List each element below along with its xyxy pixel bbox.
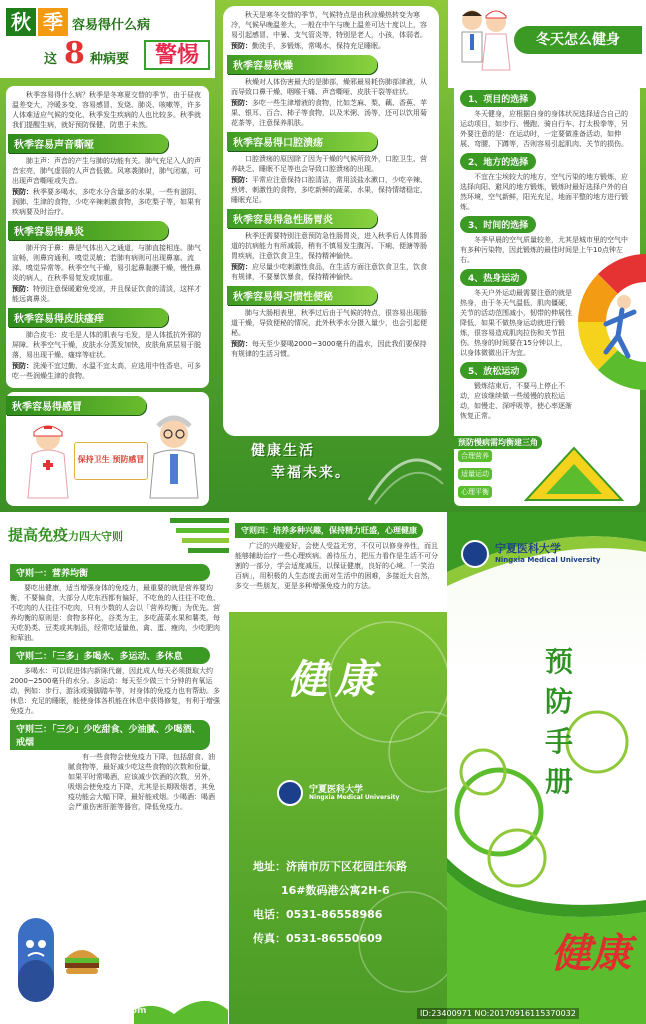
burger-icon [62, 942, 102, 976]
title-rest: 容易得什么病 [72, 18, 151, 33]
step-body: 不宜在尘埃较大的地方，空气污染的地方锻炼，应选择向阳、避风的地方锻炼，锻炼时最好选择户外的自然环境，空气新鲜，阳光充足，地面平整的地方进行锻炼。 [460, 173, 628, 211]
university-name-cn: 宁夏医科大学 [495, 542, 561, 555]
manual-title-char: 预 [544, 645, 573, 678]
section-prevent: 预防：多吃一些生津增液的食物，比如芝麻、梨、藕、香蕉、苹果、银耳、百合、柿子等食物，以及米粥、汤等，还可以饮用菊花茶等，注意保养肌肤。 [231, 99, 427, 127]
triangle-diagram-icon [514, 444, 634, 504]
manual-title-char: 手 [544, 725, 573, 758]
section-body: 秋燥对人体伤害最大的是肺部，燥邪最易耗伤肺部津液，从而导致口鼻干燥、咽喉干痛、声音嘶哑、皮肤干裂等症状。 [231, 78, 427, 96]
section-title: 秋季容易得皮肤瘙痒 [8, 308, 168, 327]
triangle-label-mental: 心理平衡 [458, 486, 492, 498]
contact-address: 地址：济南市历下区花园庄东路 [253, 860, 407, 873]
nurse-icon [20, 420, 76, 500]
section-title: 秋季容易得习惯性便秘 [227, 286, 377, 305]
section-body: 肺主声：声音的产生与肺的功能有关。肺气充足入人的声音宏亮，肺气虚弱的人声音低微。风寒袭肺时，肺气闭塞，可出现声音嘶哑或失音。 [12, 157, 201, 185]
contact-address-2: 16#数码港公寓2H-6 [281, 884, 390, 897]
autumn-content-card [6, 86, 209, 388]
autumn-title-block [0, 0, 215, 78]
immunity-title: 提高免疫力四大守则 [8, 526, 124, 544]
section-prevent: 预防：平常应注意保持口腔清洁，常用淡盐水漱口，少吃辛辣、煎烤、刺激性的食物，多吃新鲜的蔬菜、水果，保持情绪稳定，睡眠充足。 [231, 176, 427, 204]
grass-decoration-icon [134, 980, 228, 1024]
autumn-intro: 秋季容易得什么病？秋季是冬寒夏交替的季节，由于昼夜温差变大，冷暖多变，容易感冒、发烧、肺炎、咳嗽等，许多人体难适应气候的变化，秋季发生疾病的人也比较多。秋季就我们提醒生病，就好预防保健，防患于未然。 [12, 91, 201, 129]
contact-fax: 传真：0531-86550609 [253, 932, 383, 945]
university-name-en: Ningxia Medical University [495, 556, 601, 564]
guard-body: 有一些食物会使免疫力下降，包括甜食、油腻食物等，最好减少吃这些食物的次数和份量，如果平时常喝酒，应该减少饮酒的次数，另外，吸烟会使免疫力下降，尤其是长期吸烟者，其免疫功能会大幅下降，最好能戒烟。少喝酒：喝酒会严重伤害肝脏等器官，降低免疫力。 [68, 753, 215, 811]
stripes-decoration-icon [170, 512, 229, 564]
section-title: 秋季容易得感冒 [6, 396, 146, 415]
step-label: 1、项目的选择 [460, 90, 536, 107]
university-logo-icon [277, 780, 303, 806]
panel-contact [229, 512, 447, 1024]
triangle-title: 预防慢病需均衡建三角 [454, 436, 542, 449]
guard-four-body: 广泛的兴趣爱好，会使人受益无穷，不仅可以修身养性，而且能够辅助治疗一些心理疾病。善待压力，把压力看作是生活不可分割的一部分，学会适度减压，以保证健康，良好的心境。「一笑治百病」，用积极的人生态度去面对生活中的困难，多接近大自然，多交一些朋友，更是多种增强免疫力的方法。 [235, 542, 438, 590]
health-triangle [454, 430, 640, 506]
title-line2-post: 种病要 [90, 52, 130, 67]
pill-mascot-icon [6, 912, 66, 1012]
health-calligraphy-red: 健康 [551, 930, 631, 977]
section-title: 秋季容易秋燥 [227, 55, 377, 74]
color-wheel-icon [566, 252, 646, 392]
step-body: 冬季早晨的空气质量较差，尤其是城市里的空气中有多种污染物，因此锻炼的最佳时间是上午10点钟左右。 [460, 236, 628, 264]
watermark-url: www.nipic.com [70, 1006, 147, 1016]
step-body: 锻炼结束后，不要马上停止不动，应该继续做一些缓慢的放松运动，如慢走、深呼吸等，使心率逐渐恢复正常。 [460, 382, 572, 420]
manual-title-char: 册 [544, 765, 573, 798]
autumn-content-card-2 [223, 6, 439, 436]
slogan-happy-future: 幸福未来。 [271, 465, 351, 481]
section-prevent: 预防：秋季要多喝水，多吃水分含量多的水果，一些有滋阴、润肺、生津的食物，少吃辛辣刺激食物，多吃梨子等，如果有疾病要及时治疗。 [12, 188, 201, 216]
section-prevent: 预防：每天至少要喝2000~3000毫升的温水，因此我们要保持有规律的生活习惯。 [231, 340, 427, 358]
panel-autumn-diseases-2 [215, 0, 448, 512]
contact-green-panel [229, 612, 447, 1024]
hygiene-banner [74, 442, 148, 480]
step-label: 4、热身运动 [460, 269, 527, 286]
title-char-season: 季 [38, 8, 68, 36]
step-body: 冬天健身，应根据自身的身体状况选择适合自己的运动项目，如步行、慢跑、骑自行车、打太极拳等，另外要注意的是：在运动时，一定要做准备活动，如伸展、弯腰、下蹲等，否则容易引起肌肉、关节的损伤。 [460, 110, 628, 148]
triangle-label-exercise: 适量运动 [458, 468, 492, 480]
section-body: 肺合皮毛：皮毛是人体的肌表与毛发，是人体抵抗外邪的屏障。秋季空气干燥，皮肤水分蒸发加快，皮肤角质层易于脱落，易出现干燥、瘙痒等症状。 [12, 331, 201, 359]
section-title: 秋季容易得口腔溃疡 [227, 132, 377, 151]
image-id-line: ID:23400971 NO:20170916115370032 [417, 1008, 579, 1019]
section-body: 肺开窍于鼻：鼻是气体出入之通道，与肺直接相连。肺气宣畅，则鼻窍通利，嗅觉灵敏；若肺有病则可出现鼻塞、流涕、嗅觉异常等。秋季空气干燥，易引起鼻黏膜干燥，慢性鼻炎的病人，在秋季易复发或加重。 [12, 244, 201, 282]
guard-title: 守则三：「三少」少吃甜食、少油腻、少喝酒、戒烟 [10, 720, 210, 750]
panel-immunity [0, 512, 229, 1024]
winter-title: 冬天怎么健身 [514, 26, 642, 54]
title-warning-word: 警惕 [144, 40, 210, 70]
guard-body: 多喝水：可以促进体内新陈代谢，因此成人每天必须摄取大约2000~2500毫升的水分。多运动：每天至少做三十分钟的有氧运动，例如：步行、游泳或骑脚踏车等，对身体的免疫力也有帮助。多休息：充足的睡眠，能使身体各机能在休息中获得修复，有利于增强免疫力。 [10, 667, 220, 715]
university-name-en: Ningxia Medical University [309, 794, 400, 801]
triangle-label-nutrition: 合理营养 [458, 450, 492, 462]
guard-title: 守则一：营养均衡 [10, 564, 210, 581]
step-body: 冬天户外运动最需要注意的就是热身，由于冬天气温低，肌肉僵硬，关节的活动范围减小，韧带的伸展性降低，如果不做热身运动就进行锻炼，很容易造成肌肉拉伤和关节扭伤。热身的时间要在15分钟以上，以身体微微出汗为宜。 [460, 289, 572, 357]
title-char-autumn: 秋 [6, 8, 36, 36]
section-prevent: 预防：特别注意保暖避免受凉，并且保证饮食的清淡，这样才能远离鼻炎。 [12, 285, 201, 303]
health-calligraphy: 健康 [287, 656, 383, 703]
intro-prevent: 预防：勤洗手，多锻炼，常喝水，保持充足睡眠。 [231, 42, 385, 50]
banner-text: 保持卫生 预防感冒 [77, 455, 145, 464]
autumn-intro-2: 秋天是寒冬交替的季节，气候特点是由秋凉燥热转变为寒冷，气候早晚温差大，一般在中午与晚上温差可达十度以上，容易引起感冒、中暑、支气管炎等，特别是老人，小孩，体弱者。 [231, 11, 427, 39]
guard-body: 要吃出健康，适当增强身体的免疫力，最重要的就是营养要均衡，不要偏食，大部分人吃东西都有偏好，不吃鱼的人往往不吃鱼、不吃肉的人往往不吃肉，只有少数的人会以「营养均衡」为优先。营养均衡的原则是：食物多样化，谷类为主，多吃蔬菜水果和薯类，每天吃奶类、豆类或其制品，经常吃适量鱼、禽、蛋、瘦肉，少吃肥肉和荤油。 [10, 584, 220, 642]
section-body: 口腔溃疡的原因除了因为干燥的气候所致外，口腔卫生、营养缺乏、睡眠不足等也会导致口腔溃疡的出现。 [231, 155, 427, 173]
title-line2-pre: 这 [44, 52, 58, 67]
doctors-cartoon-icon [454, 4, 514, 80]
panel-winter-fitness [448, 0, 646, 512]
section-body: 秋季还需要特别注意预防急性肠胃炎，进入秋季后人体胃肠道的抗病能力有所减弱，稍有不慎易发生腹泻、下痢、便溏等肠胃疾病，注意饮食卫生，保持精神愉快。 [231, 232, 427, 260]
step-label: 5、放松运动 [460, 362, 527, 379]
watermark-brand: 昵享网 [8, 1003, 57, 1022]
brochure-back [0, 512, 646, 1024]
panel-autumn-diseases [0, 0, 215, 512]
section-body: 肺与大肠相表里，秋季过后由于气候的特点，很容易出现肠道干燥，导致便秘的情况，此外秋季水分摄入量少，也会引起便秘。 [231, 309, 427, 337]
university-logo-icon [461, 540, 489, 568]
manual-title [539, 642, 579, 802]
section-title: 秋季容易得鼻炎 [8, 221, 168, 240]
autumn-poster-card [6, 392, 209, 506]
step-label: 2、地方的选择 [460, 153, 536, 170]
panel-cover [420, 512, 646, 1024]
guard-four-block [229, 512, 447, 612]
section-title: 秋季容易声音嘶哑 [8, 134, 168, 153]
section-title: 秋季容易得急性肠胃炎 [227, 209, 377, 228]
winter-header [448, 0, 646, 88]
step-label: 3、时间的选择 [460, 216, 536, 233]
guard-four-title: 守则四：培养多种兴趣，保持精力旺盛，心理健康 [235, 523, 423, 538]
slogan-healthy-life: 健康生活 [251, 443, 315, 459]
manual-title-char: 防 [544, 685, 573, 718]
section-prevent: 预防：洗澡不宜过勤，水温不宜太高，应选用中性香皂，可多吃一些润燥生津的食物。 [12, 362, 201, 380]
guard-title: 守则二：「三多」多喝水、多运动、多休息 [10, 647, 210, 664]
contact-phone: 电话：0531-86558986 [253, 908, 383, 921]
doctor-icon [144, 414, 204, 500]
title-number: 8 [64, 36, 85, 71]
section-prevent: 预防：应尽量少吃刺激性食品，在生活方面注意饮食卫生，饮食有规律，不要暴饮暴食，保持精神愉快。 [231, 263, 427, 281]
university-name-cn: 宁夏医科大学 [309, 785, 364, 795]
decorative-swirl-icon [365, 440, 443, 506]
